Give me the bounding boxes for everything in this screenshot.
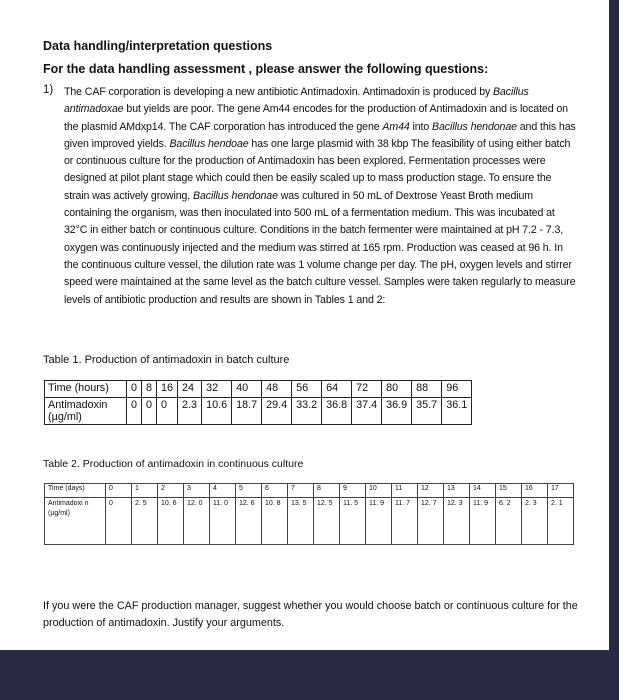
table2-value-text: 12. 3 [447, 500, 463, 507]
italic-term: Bacillus hendonae [432, 120, 517, 133]
table2-value-cell [418, 498, 444, 545]
table2-value-cell [106, 498, 132, 545]
table2-value-text: 10. 8 [265, 500, 281, 507]
table1-value-row [45, 398, 472, 425]
paragraph-text: has one large plasmid with 38 kbp The feasibility of using either batch or continuous culture for the production of Antimadoxin has been explored. Fermentation processes were designed at pilot plant stage which could then be easily scaled up to mass production stage. To ensure the strain was actively growing, [64, 137, 571, 202]
italic-term: Am44 [382, 120, 410, 133]
table2-day-cell: 16 [522, 484, 548, 498]
table2-value-cell [496, 498, 522, 545]
table1-time-cell: 56 [292, 381, 322, 398]
table2-value-cell [314, 498, 340, 545]
table2-day-cell: 15 [496, 484, 522, 498]
table2-value-cell [392, 498, 418, 545]
section-heading: Data handling/interpretation questions [43, 39, 273, 53]
table1-time-cell: 96 [442, 381, 472, 398]
table1-caption: Table 1. Production of antimadoxin in batch culture [43, 354, 290, 366]
table2-value-text: 12. 7 [421, 500, 437, 507]
table2-value-text: 11. 0 [213, 500, 229, 507]
table2-day-cell: 14 [470, 484, 496, 498]
table1-value-cell: 36.8 [322, 398, 352, 425]
table1-time-cell: 16 [157, 381, 178, 398]
table2-value-text: 6. 2 [499, 500, 511, 507]
table2-day-cell: 12 [418, 484, 444, 498]
table2-row-label: Antimadoxi n (µg/ml) [45, 498, 106, 545]
table1-time-cell: 88 [412, 381, 442, 398]
table2-value-row [45, 498, 574, 545]
table2-value-text: 12. 5 [317, 500, 333, 507]
table2-value-text: 12. 6 [239, 500, 255, 507]
continuous-culture-table [44, 483, 574, 545]
table2-day-cell: 7 [288, 484, 314, 498]
italic-term: Bacillus antimadoxae [64, 86, 529, 116]
table2-value-cell [262, 498, 288, 545]
table2-value-text: 2. 5 [135, 500, 147, 507]
table1-value-cell: 36.9 [382, 398, 412, 425]
table1-value-cell: 37.4 [352, 398, 382, 425]
table1-row-label: Antimadoxin (µg/ml) [45, 398, 127, 425]
table2-value-text: 11. 9 [369, 500, 385, 507]
table2-value-cell [236, 498, 262, 545]
table2-value-text: 11. 7 [395, 500, 411, 507]
table1-time-cell: 72 [352, 381, 382, 398]
question-paragraph [64, 84, 579, 309]
table2-value-cell [184, 498, 210, 545]
table1-header-row [45, 381, 472, 398]
table1-header-label: Time (hours) [45, 381, 127, 398]
table1-time-cell: 64 [322, 381, 352, 398]
table2-value-text: 12. 0 [187, 500, 203, 507]
screen-background [0, 650, 619, 700]
table2-value-cell [366, 498, 392, 545]
table2-value-cell [210, 498, 236, 545]
table1-time-cell: 8 [142, 381, 157, 398]
table2-day-cell: 3 [184, 484, 210, 498]
paragraph-text: into [409, 120, 433, 133]
table1-value-cell: 18.7 [232, 398, 262, 425]
table1-value-cell: 33.2 [292, 398, 322, 425]
table2-caption: Table 2. Production of antimadoxin in continuous culture [43, 458, 304, 470]
table2-value-cell [340, 498, 366, 545]
table1-value-cell: 2.3 [178, 398, 202, 425]
table1-value-cell: 36.1 [442, 398, 472, 425]
question-number: 1) [43, 84, 54, 96]
table1-value-cell: 10.6 [202, 398, 232, 425]
paragraph-text: was cultured in 50 mL of Dextrose Yeast Broth medium containing the organism, was then inoculated into 500 mL of a fermentation medium. This was incubated at 32°C in either batch or continuous culture. Conditions in the batch fermenter were maintained at pH 7.2 - 7.3, oxygen was continuously injected and the medium was stirred at 165 rpm. Production was ceased at 96 h. In the continuous culture vessel, the dilution rate was 1 volume change per day. The pH, oxygen levels and stirrer speed were maintained at the same level as the batch culture vessel. Samples were taken regularly to measure levels of antibiotic production and results are shown in Tables 1 and 2: [64, 189, 576, 306]
table1-time-cell: 0 [127, 381, 142, 398]
table2-value-text: 0 [109, 500, 113, 507]
table2-day-cell: 9 [340, 484, 366, 498]
table1-value-cell: 0 [157, 398, 178, 425]
table2-value-text: 11. 5 [343, 500, 359, 507]
table2-day-cell: 11 [392, 484, 418, 498]
closing-question: If you were the CAF production manager, suggest whether you would choose batch or continuous culture for the production of antimadoxin. Justify your arguments. [43, 600, 578, 629]
table2-value-cell [288, 498, 314, 545]
table2-value-cell [470, 498, 496, 545]
page-edge [609, 0, 619, 650]
table2-value-text: 13. 5 [291, 500, 307, 507]
table2-header-row [45, 484, 574, 498]
table1-time-cell: 48 [262, 381, 292, 398]
table1-value-cell: 0 [142, 398, 157, 425]
batch-culture-table [44, 380, 472, 425]
table2-value-cell [132, 498, 158, 545]
table2-value-text: 11. 9 [473, 500, 489, 507]
table2-value-text: 10. 6 [161, 500, 177, 507]
table2-value-cell [548, 498, 574, 545]
table2-day-cell: 5 [236, 484, 262, 498]
table2-value-cell [158, 498, 184, 545]
table2-day-cell: 0 [106, 484, 132, 498]
table2-day-cell: 8 [314, 484, 340, 498]
table2-day-cell: 2 [158, 484, 184, 498]
table2-day-cell: 17 [548, 484, 574, 498]
paragraph-text: but yields are poor. The gene Am44 encodes for the production of Antimadoxin and is located on the plasmid AMdxp14. The CAF corporation has introduced the gene [64, 103, 568, 133]
instruction-heading: For the data handling assessment , please answer the following questions: [43, 62, 489, 76]
table2-value-cell [444, 498, 470, 545]
table1-value-cell: 35.7 [412, 398, 442, 425]
table2-day-cell: 10 [366, 484, 392, 498]
table1-time-cell: 80 [382, 381, 412, 398]
paragraph-text: and this has given improved yields. [64, 120, 576, 150]
table1-value-cell: 0 [127, 398, 142, 425]
paragraph-text: The CAF corporation is developing a new antibiotic Antimadoxin. Antimadoxin is produced by [64, 86, 494, 98]
table1-time-cell: 24 [178, 381, 202, 398]
table1-time-cell: 40 [232, 381, 262, 398]
table2-header-label: Time (days) [45, 484, 106, 498]
table1-value-cell: 29.4 [262, 398, 292, 425]
table2-day-cell: 13 [444, 484, 470, 498]
italic-term: Bacillus hendonae [192, 189, 278, 202]
table2-day-cell: 6 [262, 484, 288, 498]
table2-value-text: 2. 1 [551, 500, 563, 507]
table1-time-cell: 32 [202, 381, 232, 398]
italic-term: Bacillus hendoae [169, 137, 249, 150]
table2-value-cell [522, 498, 548, 545]
table2-day-cell: 1 [132, 484, 158, 498]
table2-day-cell: 4 [210, 484, 236, 498]
table2-value-text: 2. 3 [525, 500, 537, 507]
